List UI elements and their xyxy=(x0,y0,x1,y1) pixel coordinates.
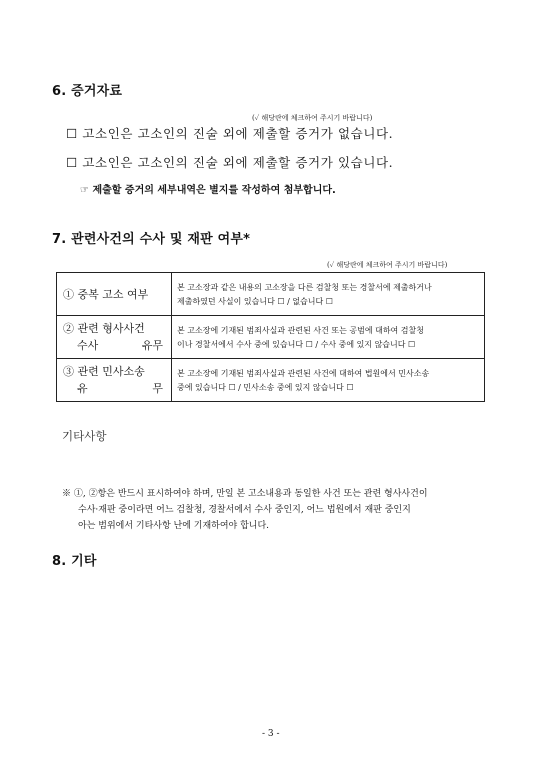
row-label-line1: ② 관련 형사사건 xyxy=(63,322,145,335)
remark-line-2: 수사·재판 중이라면 어느 검찰청, 경찰서에서 수사 중인지, 어느 법원에서 재판 중인지 xyxy=(78,505,411,515)
evidence-option-none[interactable]: ☐ 고소인은 고소인의 진술 외에 제출할 증거가 없습니다. xyxy=(66,126,394,141)
table-row xyxy=(57,273,485,316)
row-description xyxy=(172,273,485,316)
section-7-heading: 7. 관련사건의 수사 및 재판 여부* xyxy=(52,232,251,247)
row-label-sub-left: 수사 xyxy=(77,339,99,352)
section-6-heading: 6. 증거자료 xyxy=(52,84,123,99)
table-row xyxy=(57,316,485,359)
row-desc-line1: 본 고소장과 같은 내용의 고소장을 다른 검찰청 또는 경찰서에 제출하거나 xyxy=(177,283,432,292)
row-label-line1: ③ 관련 민사소송 xyxy=(63,365,145,378)
table-row xyxy=(57,359,485,402)
page-number: - 3 - xyxy=(262,729,280,739)
section-6-check-note: (✓ 해당란에 체크하여 주시기 바랍니다) xyxy=(252,114,373,122)
row-label-line1: ① 중복 고소 여부 xyxy=(63,287,149,301)
other-notes-label: 기타사항 xyxy=(62,429,107,443)
row-label-line2 xyxy=(63,380,171,397)
row-label-sub-right: 유무 xyxy=(141,339,163,352)
evidence-attach-note: ☞ 제출할 증거의 세부내역은 별지를 작성하여 첨부합니다. xyxy=(80,185,336,196)
row-desc-line1: 본 고소장에 기재된 범죄사실과 관련된 사건 또는 공범에 대하여 검찰청 xyxy=(177,326,424,335)
row-label-sub-right: 무 xyxy=(152,382,163,395)
row-desc-line2[interactable]: 중에 있습니다 ☐ / 민사소송 중에 있지 않습니다 ☐ xyxy=(177,383,354,392)
related-cases-table xyxy=(56,272,485,402)
remark-line-3: 아는 범위에서 기타사항 난에 기재하여야 합니다. xyxy=(78,521,270,531)
evidence-option-exists[interactable]: ☐ 고소인은 고소인의 진술 외에 제출할 증거가 있습니다. xyxy=(66,155,394,170)
row-label-sub-left: 유 xyxy=(77,382,88,395)
row-desc-line2[interactable]: 제출하였던 사실이 있습니다 ☐ / 없습니다 ☐ xyxy=(177,297,333,306)
row-description xyxy=(172,316,485,359)
section-8-heading: 8. 기타 xyxy=(52,554,97,569)
row-description xyxy=(172,359,485,402)
row-desc-line1: 본 고소장에 기재된 범죄사실과 관련된 사건에 대하여 법원에서 민사소송 xyxy=(177,369,430,378)
row-label-line2 xyxy=(63,337,171,354)
row-desc-line2[interactable]: 이나 경찰서에서 수사 중에 있습니다 ☐ / 수사 중에 있지 않습니다 ☐ xyxy=(177,340,416,349)
row-label xyxy=(57,359,172,402)
row-label xyxy=(57,316,172,359)
remark-line-1: ※ ①, ②항은 반드시 표시하여야 하며, 만일 본 고소내용과 동일한 사건 또는 관련 형사사건이 xyxy=(62,489,428,499)
row-label xyxy=(57,273,172,316)
section-7-check-note: (✓ 해당란에 체크하여 주시기 바랍니다) xyxy=(327,261,448,269)
